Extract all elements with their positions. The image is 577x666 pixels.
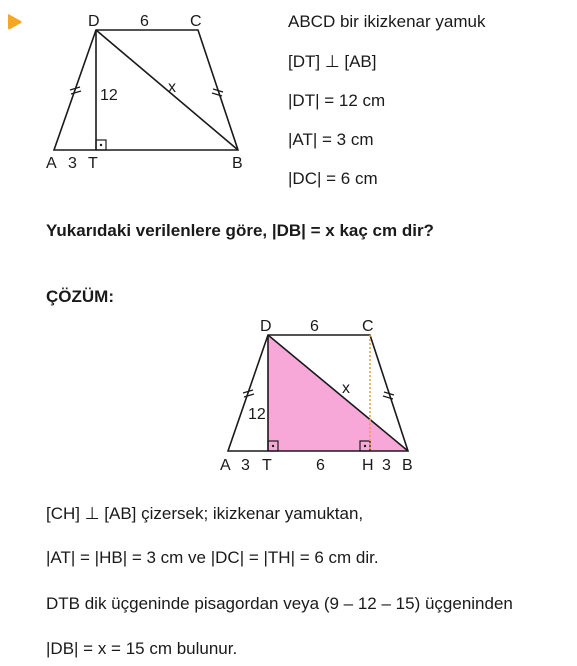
label2-x: x xyxy=(342,380,350,397)
label-a: A xyxy=(46,155,57,172)
label-c: C xyxy=(190,13,202,30)
label2-t: T xyxy=(262,457,272,474)
label2-d: D xyxy=(260,318,272,335)
given-line-2: [DT] ⊥ [AB] xyxy=(288,52,377,71)
label-b: B xyxy=(232,155,243,172)
orange-triangle-marker-icon xyxy=(6,12,24,32)
trapezoid-figure-1 xyxy=(40,8,260,173)
label2-h: H xyxy=(362,457,374,474)
label2-c: C xyxy=(362,318,374,335)
solution-line-1: [CH] ⊥ [AB] çizersek; ikizkenar yamuktan, xyxy=(46,504,364,523)
label2-a: A xyxy=(220,457,231,474)
given-line-3: |DT| = 12 cm xyxy=(288,91,386,110)
marker-icon xyxy=(6,12,24,37)
trapezoid-figure-2 xyxy=(212,313,427,478)
solution-line-3: DTB dik üçgeninde pisagordan veya (9 – 12 – 15) üçgeninden xyxy=(46,594,513,613)
label-x: x xyxy=(168,79,176,96)
trapezoid-outline xyxy=(54,30,238,150)
label2-top-length: 6 xyxy=(310,318,319,335)
label2-b: B xyxy=(402,457,413,474)
label2-height: 12 xyxy=(248,406,266,423)
label-d: D xyxy=(88,13,100,30)
label2-th-length: 6 xyxy=(316,457,325,474)
solution-line-2: |AT| = |HB| = 3 cm ve |DC| = |TH| = 6 cm dir. xyxy=(46,548,379,567)
question-text: Yukarıdaki verilenlere göre, |DB| = x kaç cm dir? xyxy=(46,221,434,240)
label2-at-length: 3 xyxy=(241,457,250,474)
given-line-5: |DC| = 6 cm xyxy=(288,169,378,188)
given-line-4: |AT| = 3 cm xyxy=(288,130,374,149)
given-line-1: ABCD bir ikizkenar yamuk xyxy=(288,12,486,31)
label-at-length: 3 xyxy=(68,155,77,172)
label-height: 12 xyxy=(100,87,118,104)
solution-line-4: |DB| = x = 15 cm bulunur. xyxy=(46,639,238,658)
solution-heading: ÇÖZÜM: xyxy=(46,287,114,306)
label2-hb-length: 3 xyxy=(382,457,391,474)
label-t: T xyxy=(88,155,98,172)
label-top-length: 6 xyxy=(140,13,149,30)
